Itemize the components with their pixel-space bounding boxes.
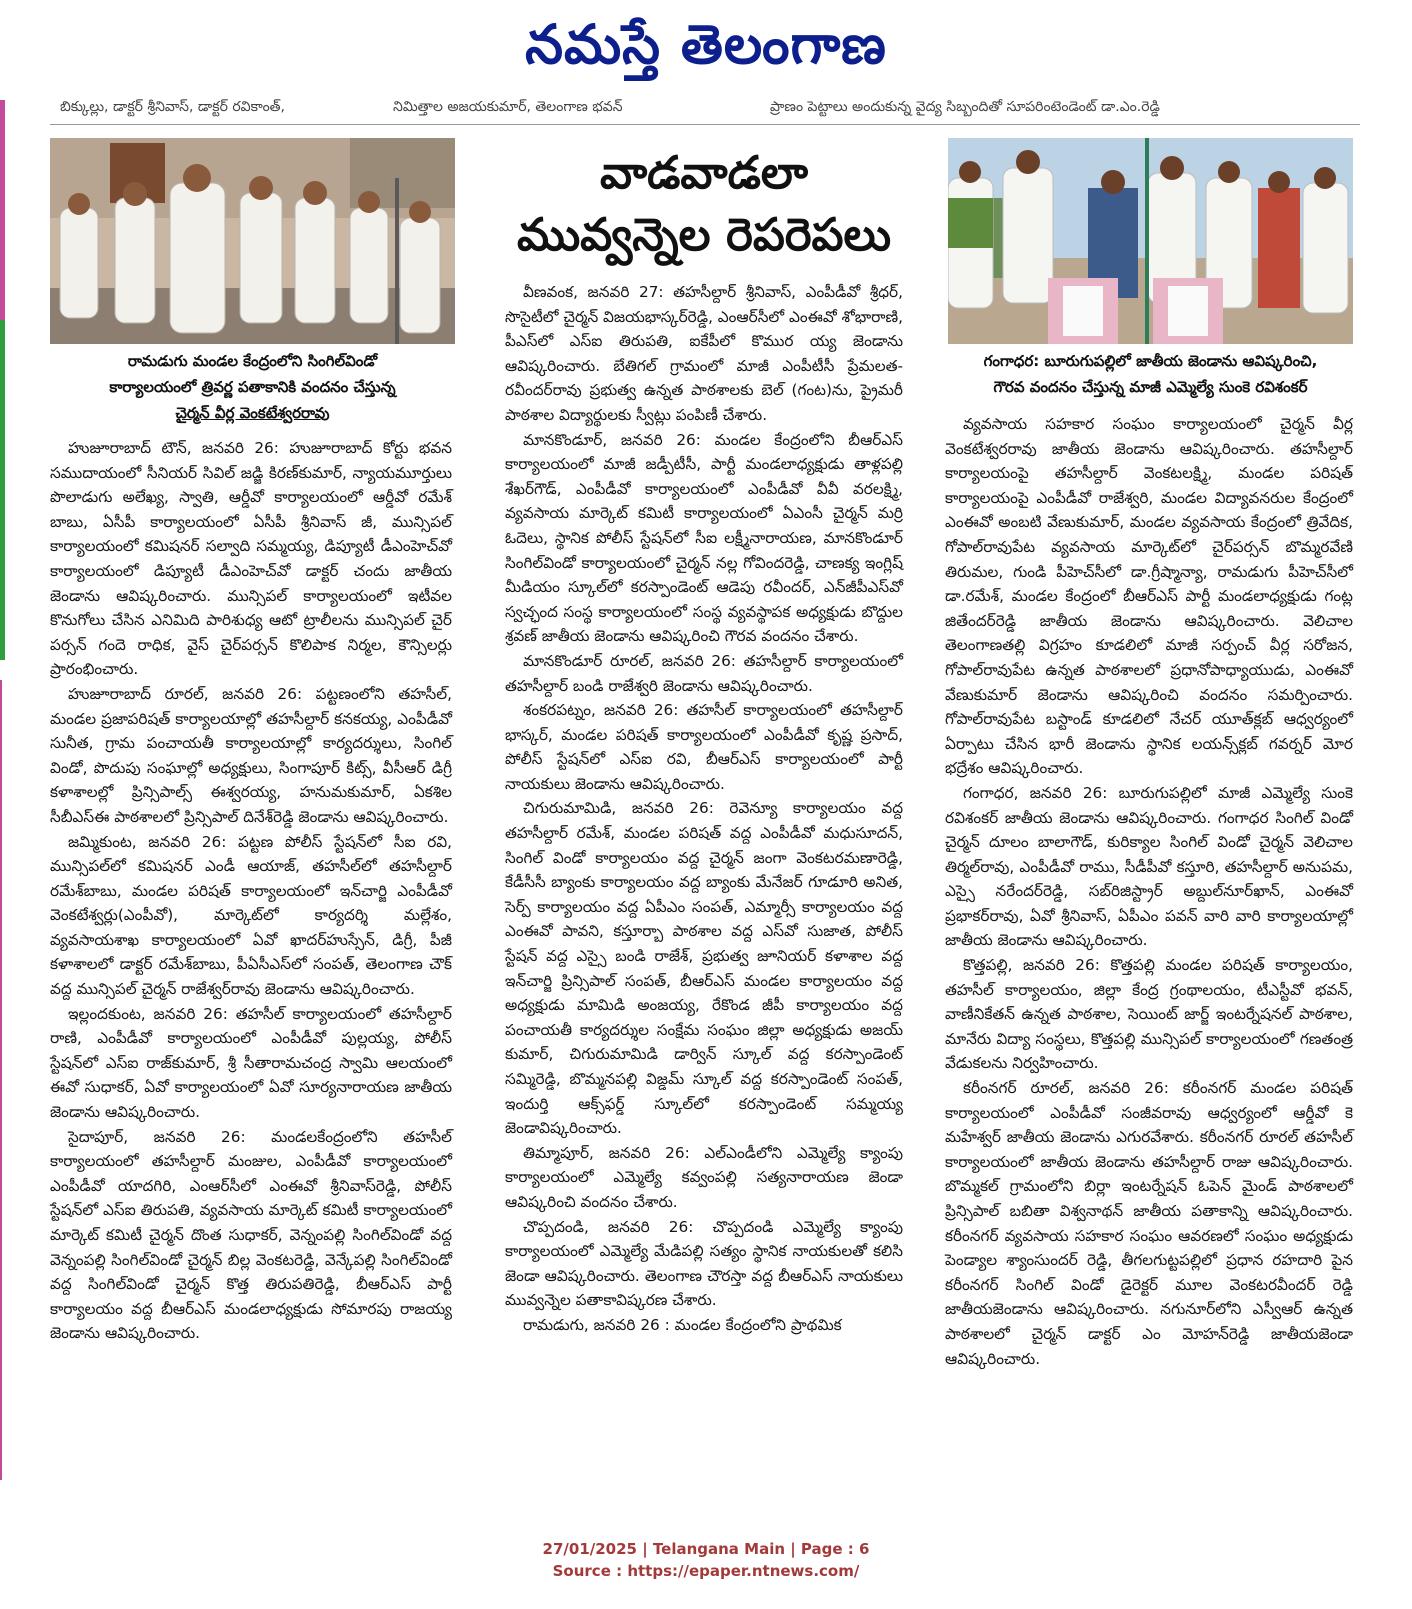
news-paragraph: తిమ్మాపూర్, జనవరి 26: ఎల్ఎండీలోని ఎమ్మెల్యే క్యాంపు కార్యాలయంలో ఎమ్మెల్యే కవ్వంపల్లి సత్యనారాయణ జెండా ఆవిష్కరించి వందనం చేశారు. (505, 1143, 903, 1211)
cutline-right: ప్రాణం పెట్టాలు అందుకున్న వైద్య సిబ్బందితో సూపరింటెండెంట్ డా.ఎం.రెడ్డి (770, 99, 1160, 115)
news-paragraph: ఇల్లందకుంట, జనవరి 26: తహసీల్ కార్యాలయంలో తహసీల్దార్ రాణి, ఎంపీడీవో కార్యాలయంలో ఎంపీడీవో పుల్లయ్య, పోలీస్ స్టేషన్‌లో ఎస్‌ఐ రాజ్‌కుమార్, శ్రీ సీతారామచంద్ర స్వామి ఆలయంలో ఈవో సుధాకర్, ఏవో కార్యాలయంలో ఏవో సూర్యనారాయణ జాతీయ జెండాను ఆవిష్కరించారు. (50, 1004, 452, 1122)
cutline-middle: నిమిత్తాల అజయకుమార్, తెలంగాణ భవన్ (393, 99, 623, 115)
news-paragraph: కరీంనగర్ రూరల్, జనవరి 26: కరీంనగర్ మండల పరిషత్ కార్యాలయంలో ఎంపీడీవో సంజీవరావు ఆధ్వర్యంలో ఆర్డీవో కె మహేశ్వర్ జాతీయ జెండాను ఎగురవేశారు. కరీంనగర్ రూరల్ తహసీల్ కార్యాలయంలో జాతీయ జెండాను తహసీల్దార్ రాజు ఆవిష్కరించారు. బొమ్మకల్ గ్రామంలోని బిర్లా ఇంటర్నేషన్ ఓపెన్ మైండ్ పాఠశాలలో ప్రిన్సిపాల్ బబితా విశ్వనాథన్ జాతీయ పతాకాన్ని ఆవిష్కరించారు. కరీంనగర్ వ్యవసాయ సహకార సంఘం ఆవరణలో సంఘం అధ్యక్షుడు పెండ్యాల శ్యాంసుందర్ రెడ్డి, తీగలగుట్టపల్లిలో ప్రధాన రహదారి పైన కరీంనగర్ సింగిల్ విండో డైరెక్టర్ మూల వెంకటరవీందర్ రెడ్డి జాతీయజెండాను ఆవిష్కరించారు. నగునూర్‌లోని ఎస్వీఆర్ ఉన్నత పాఠశాలలో చైర్మన్ డాక్టర్ ఎం మోహన్‌రెడ్డి జాతీయజెండా ఆవిష్కరించారు. (945, 1079, 1353, 1368)
edge-strip-green (0, 320, 5, 660)
news-paragraph: వ్యవసాయ సహకార సంఘం కార్యాలయంలో చైర్మన్ వీర్ల వెంకటేశ్వరరావు జాతీయ జెండాను ఆవిష్కరించారు. తహసీల్దార్ కార్యాలయంపై తహసీల్దార్ వెంకటలక్ష్మి, మండల పరిషత్ కార్యాలయంపై ఎంపీడీవో రాజేశ్వరి, మండల విద్యావనరుల కేంద్రంలో ఎంఈవో అంబటి వేణుకుమార్, మండల వ్యవసాయ కేంద్రంలో త్రివేదిక, గోపాల్‌రావుపేట వ్యవసాయ మార్కెట్‌లో చైర్‌పర్సన్ బొమ్మరవేణి తిరుమల, గుండి పీహెచ్‌సీలో డా.గ్రీష్మాన్యా, రామడుగు పీహెచ్‌సీలో డా.రమేశ్, మండల కేంద్రంలో బీఆర్‌ఎస్ పార్టీ మండలాధ్యక్షుడు గంట్ల జితేందర్‌రెడ్డి జాతీయ జెండాను ఆవిష్కరించారు. వెలిచాల తెలంగాణతల్లి విగ్రహం కూడలిలో మాజీ సర్పంచ్ వీర్ల సరోజన, గోపాల్‌రావుపేట ఉన్నత పాఠశాలలో ప్రధానోపాధ్యాయుడు, ఎంఈవో వేణుకుమార్ జెండాను ఆవిష్కరించి వందనం సమర్పించారు. గోపాల్‌రావుపేట బస్టాండ్ కూడలిలో నేచర్ యూత్‌క్లబ్ ఆధ్వర్యంలో ఏర్పాటు చేసిన భారీ జెండాను స్థానిక లయన్స్‌క్లబ్ గవర్నర్ మోర భద్రేశం ఆవిష్కరించారు. (945, 415, 1353, 778)
edge-strip-pink (0, 100, 5, 320)
article-headline (468, 142, 940, 266)
news-paragraph: వీణవంక, జనవరి 27: తహసీల్దార్ శ్రీనివాస్, ఎంపీడీవో శ్రీధర్, సొసైటీలో చైర్మన్ విజయభాస్కర్‌రెడ్డి, ఎంఆర్‌సీలో ఎంఈవో శోభారాణి, పీఎస్‌లో ఎస్‌ఐ తిరుపతి, ఐకేపీలో కొముర య్య జెండాను ఆవిష్కరించారు. బేతిగల్ గ్రామంలో మాజీ ఎంపీటీసీ ప్రేమలత-రవీందర్‌రావు ప్రభుత్వ ఉన్నత పాఠశాలకు బెల్ (గంట)ను, ప్రైమరీ పాఠశాల విద్యార్థులకు స్వీట్లు పంపిణీ చేశారు. (505, 283, 904, 424)
masthead-logo: నమస్తే తెలంగాణ (525, 13, 887, 76)
headline-line-2: మువ్వన్నెల రెపరెపలు (516, 208, 892, 261)
photo-caption-right (948, 348, 1353, 400)
caption-line: రామడుగు మండల కేంద్రంలోని సింగిల్‌విండో (127, 352, 378, 370)
news-paragraph: సైదాపూర్, జనవరి 26: మండలకేంద్రంలోని తహసీల్ కార్యాలయంలో తహసీల్దార్ మంజుల, ఎంపీడీవో కార్యాలయంలో ఎంపీడీవో యాదగిరి, ఎంఆర్‌సీలో ఎంఈవో శ్రీనివాస్‌రెడ్డి, పోలీస్ స్టేషన్‌లో ఎస్‌ఐ తిరుపతి, వ్యవసాయ మార్కెట్ కమిటీ కార్యాలయంలో మార్కెట్ కమిటీ చైర్మన్ దొంత సుధాకర్, వెన్నంపల్లి సింగిల్‌విండో వద్ద వెన్నంపల్లి సింగిల్‌విండో చైర్మన్ బిల్ల వెంకటరెడ్డి, వెన్కేపల్లి సింగిల్‌విండో వద్ద సింగిల్‌విండో చైర్మన్ కొత్త తిరుపతిరెడ్డి, బీఆర్‌ఎస్ పార్టీ కార్యాలయం వద్ద బీఆర్‌ఎస్ మండలాధ్యక్షుడు సోమారపు రాజయ్య జెండాను ఆవిష్కరించారు. (50, 1127, 452, 1343)
headline-line-1: వాడవాడలా (599, 146, 809, 199)
news-paragraph: మానకొండూర్, జనవరి 26: మండల కేంద్రంలోని బీఆర్‌ఎస్ కార్యాలయంలో మాజీ జడ్పీటీసీ, పార్టీ మండలాధ్యక్షుడు తాళ్లపల్లి శేఖర్‌గౌడ్, ఎంపీడీవో కార్యాలయంలో ఎంపీడీవో వీవీ వరలక్ష్మి, వ్యవసాయ మార్కెట్ కమిటీ కార్యాలయంలో ఏఎంసీ చైర్మన్ మర్రి ఓదెలు, స్థానిక పోలీస్ స్టేషన్‌లో సీఐ లక్ష్మీనారాయణ, మానకొండూర్ సింగిల్‌విండో కార్యాలయంలో చైర్మన్ నల్ల గోవిందరెడ్డి, చాణక్య ఇంగ్లిష్ మీడియం స్కూల్‌లో కరస్పాండెంట్ ఆడెపు రవీందర్, ఎన్‌జీపీఎస్‌వో స్వచ్ఛంద సంస్థ కార్యాలయంలో సంస్థ వ్యవస్థాపక అధ్యక్షుడు బొద్దుల శ్రవణ్ జాతీయ జెండాను ఆవిష్కరించి గౌరవ వందనం చేశారు. (505, 430, 903, 646)
photo-flag-salute-right (948, 138, 1353, 344)
news-paragraph: శంకరపట్నం, జనవరి 26: తహసీల్ కార్యాలయంలో తహసీల్దార్ భాస్కర్, మండల పరిషత్ కార్యాలయంలో ఎంపీడీవో కృష్ణ ప్రసాద్, పోలీస్ స్టేషన్‌లో ఎస్‌ఐ రవి, బీఆర్‌ఎస్ కార్యాలయంలో పార్టీ నాయకులు జెండాను ఆవిష్కరించారు. (505, 701, 903, 793)
news-paragraph: చొప్పదండి, జనవరి 26: చొప్పదండి ఎమ్మెల్యే క్యాంపు కార్యాలయంలో ఎమ్మెల్యే మేడిపల్లి సత్యం స్థానిక నాయకులతో కలిసి జెండా ఆవిష్కరించారు. తెలంగాణ చౌరస్తా వద్ద బీఆర్‌ఎస్ నాయకులు మువ్వన్నెల పతాకావిష్కరణ చేశారు. (505, 1217, 903, 1310)
divider-rule (50, 124, 1360, 125)
news-paragraph: హుజూరాబాద్ టౌన్, జనవరి 26: హుజూరాబాద్ కోర్టు భవన సముదాయంలో సీనియర్ సివిల్ జడ్జి కిరణ్‌కుమార్, న్యాయమూర్తులు పొలాడుగు అలేఖ్య, స్వాతి, ఆర్డీవో కార్యాలయంలో ఆర్డీవో రమేశ్ బాబు, ఏసీపీ కార్యాలయంలో ఏసీపీ శ్రీనివాస్ జీ, మున్సిపల్ కార్యాలయంలో కమిషనర్ సల్వాది సమ్మయ్య, డిప్యూటీ డీఎంహెచ్‌వో కార్యాలయంలో డిప్యూటీ డీఎంహెచ్‌వో డాక్టర్ చందు జాతీయ జెండాను ఆవిష్కరించారు. మున్సిపల్ కార్యాలయంలో ఇటీవల కొనుగోలు చేసిన ఎనిమిది పారిశుధ్య ఆటో ట్రాలీలను మున్సిపల్ చైర్ పర్సన్ గందె రాధిక, వైస్ చైర్‌పర్సన్ కొలిపాక నిర్మల, కౌన్సిలర్లు ప్రారంభించారు. (50, 439, 452, 679)
news-paragraph: రామడుగు, జనవరి 26 : మండల కేంద్రంలోని ప్రాథమిక (523, 1315, 842, 1334)
footer-edition-info: 27/01/2025 | Telangana Main | Page : 6 (542, 1540, 870, 1558)
news-paragraph: కొత్తపల్లి, జనవరి 26: కొత్తపల్లి మండల పరిషత్ కార్యాలయం, తహసీల్ కార్యాలయం, జిల్లా కేంద్ర గ్రంథాలయం, టీఎస్టీవో భవన్, వాణీనికేతన్ ఉన్నత పాఠశాల, సెయింట్ జార్జ్ ఇంటర్నేషనల్ పాఠశాల, మానేరు విద్యా సంస్థలు, కొత్తపల్లి మున్సిపల్ కార్యాలయంలో గణతంత్ర వేడుకలను నిర్వహించారు. (945, 956, 1353, 1073)
news-paragraph: జమ్మికుంట, జనవరి 26: పట్టణ పోలీస్ స్టేషన్‌లో సీఐ రవి, మున్సిపల్‌లో కమిషనర్ ఎండీ ఆయాజ్, తహసీల్‌లో తహసీల్దార్ రమేశ్‌బాబు, మండల పరిషత్ కార్యాలయంలో ఇన్‌చార్జి ఎంపీడీవో వెంకటేశ్వర్లు(ఎంపీవో), మార్కెట్‌లో కార్యదర్శి మల్లేశం, వ్యవసాయశాఖ కార్యాలయంలో ఏవో ఖాదర్‌హుస్సేన్, డిగ్రీ, పీజీ కళాశాలలో డాక్టర్ రమేశ్‌బాబు, పీఏసీఎస్‌లో సంపత్, తెలంగాణ చౌక్ వద్ద మున్సిపల్ చైర్మన్ రాజేశ్వర్‌రావు జెండాను ఆవిష్కరించారు. (50, 832, 452, 999)
article-column-middle (505, 280, 903, 1338)
edge-line (0, 680, 2, 1480)
photo-flag-salute-left (50, 138, 455, 344)
cutline-left: బిక్కుల్లు, డాక్టర్ శ్రీనివాస్, డాక్టర్ రవికాంత్, (60, 99, 286, 115)
article-column-left (50, 436, 452, 1346)
news-paragraph: చిగురుమామిడి, జనవరి 26: రెవెన్యూ కార్యాలయం వద్ద తహసీల్దార్ రమేశ్, మండల పరిషత్ వద్ద ఎంపీడీవో మధుసూదన్, సింగిల్ విండో కార్యాలయం వద్ద చైర్మన్ జంగా వెంకటరమణారెడ్డి, కేడీసీసీ బ్యాంకు కార్యాలయం వద్ద బ్యాంకు మేనేజర్ గూడూరి అనిత, సెర్ప్ కార్యాలయం వద్ద ఏపీఎం సంపత్, ఎమ్మార్సీ కార్యాలయం వద్ద ఎంఈవో పావని, కస్తూర్బా పాఠశాల వద్ద ఎస్‌వో సుజాత, పోలీస్ స్టేషన్ వద్ద ఎస్సై బండి రాజేశ్, ప్రభుత్వ జూనియర్ కళాశాల వద్ద ఇన్‌చార్జి ప్రిన్సిపాల్ సంపత్, బీఆర్‌ఎస్ మండల కార్యాలయం వద్ద అధ్యక్షుడు మామిడి అంజయ్య, రేకొండ జీపీ కార్యాలయం వద్ద పంచాయతీ కార్యదర్శుల సంక్షేమ సంఘం జిల్లా అధ్యక్షుడు అజయ్ కుమార్, చిగురుమామిడి డార్విన్ స్కూల్ వద్ద కరస్పాండెంట్ సమ్మిరెడ్డి, బొమ్మనపల్లి విజ్డమ్ స్కూల్ వద్ద కరస్పాండెంట్ సంపత్, ఇందుర్తి ఆక్స్‌ఫర్డ్ స్కూల్‌లో కరస్పాండెంట్ సమ్మయ్య జెండావిష్కరించారు. (505, 799, 903, 1138)
news-paragraph: హుజూరాబాద్ రూరల్, జనవరి 26: పట్టణంలోని తహసీల్, మండల ప్రజాపరిషత్ కార్యాలయాల్లో తహసీల్దార్ కనకయ్య, ఎంపీడీవో సునీత, గ్రామ పంచాయతీ కార్యాలయాల్లో కార్యదర్శులు, సింగిల్ విండో, పొదుపు సంఘాల్లో అధ్యక్షులు, సింగాపూర్ కిట్స్, వీసీఆర్ డిగ్రీ కళాశాలల్లో ప్రిన్సిపాల్స్ ఈశ్వరయ్య, హనుమకుమార్, ఏకశిల సీబీఎస్‌ఈ పాఠశాలలో ప్రిన్సిపాల్ దినేశ్‌రెడ్డి జెండాను ఆవిష్కరించారు. (50, 684, 452, 826)
caption-line: గంగాధర: బూరుగుపల్లిలో జాతీయ జెండాను ఆవిష్కరించి, (983, 352, 1318, 370)
caption-line: చైర్మన్ వీర్ల వెంకటేశ్వరరావు (175, 404, 330, 422)
footer-source-link[interactable]: Source : https://epaper.ntnews.com/ (552, 1562, 860, 1580)
article-column-right (945, 412, 1353, 1371)
news-paragraph: గంగాధర, జనవరి 26: బూరుగుపల్లిలో మాజీ ఎమ్మెల్యే సుంకె రవిశంకర్ జాతీయ జెండాను ఆవిష్కరించారు. గంగాధర సింగిల్ విండో చైర్మన్ దూలం బాలాగౌడ్, కురిక్యాల సింగిల్ విండో చైర్మన్ వెలిచాల తిర్మల్‌రావు, ఎంపీడీవో రాము, సీడీపీవో కస్తూరి, తహసీల్దార్ అనుపమ, ఎస్సై నరేందర్‌రెడ్డి, సబ్‌రిజిస్ట్రార్ అబ్దుల్‌నూర్‌ఖాన్, ఎంఈవో ప్రభాకర్‌రావు, ఏవో శ్రీనివాస్, ఏపీఎం పవన్ వారి వారి కార్యాలయాల్లో జాతీయ జెండాను ఆవిష్కరించారు. (945, 783, 1353, 950)
news-paragraph: మానకొండూర్ రూరల్, జనవరి 26: తహసీల్దార్ కార్యాలయంలో తహసీల్దార్ బండి రాజేశ్వరి జెండాను ఆవిష్కరించారు. (505, 651, 903, 695)
caption-line: కార్యాలయంలో త్రివర్ణ పతాకానికి వందనం చేస్తున్న (109, 378, 396, 396)
caption-line: గౌరవ వందనం చేస్తున్న మాజీ ఎమ్మెల్యే సుంకె రవిశంకర్ (993, 378, 1308, 396)
photo-caption-left (50, 348, 455, 426)
